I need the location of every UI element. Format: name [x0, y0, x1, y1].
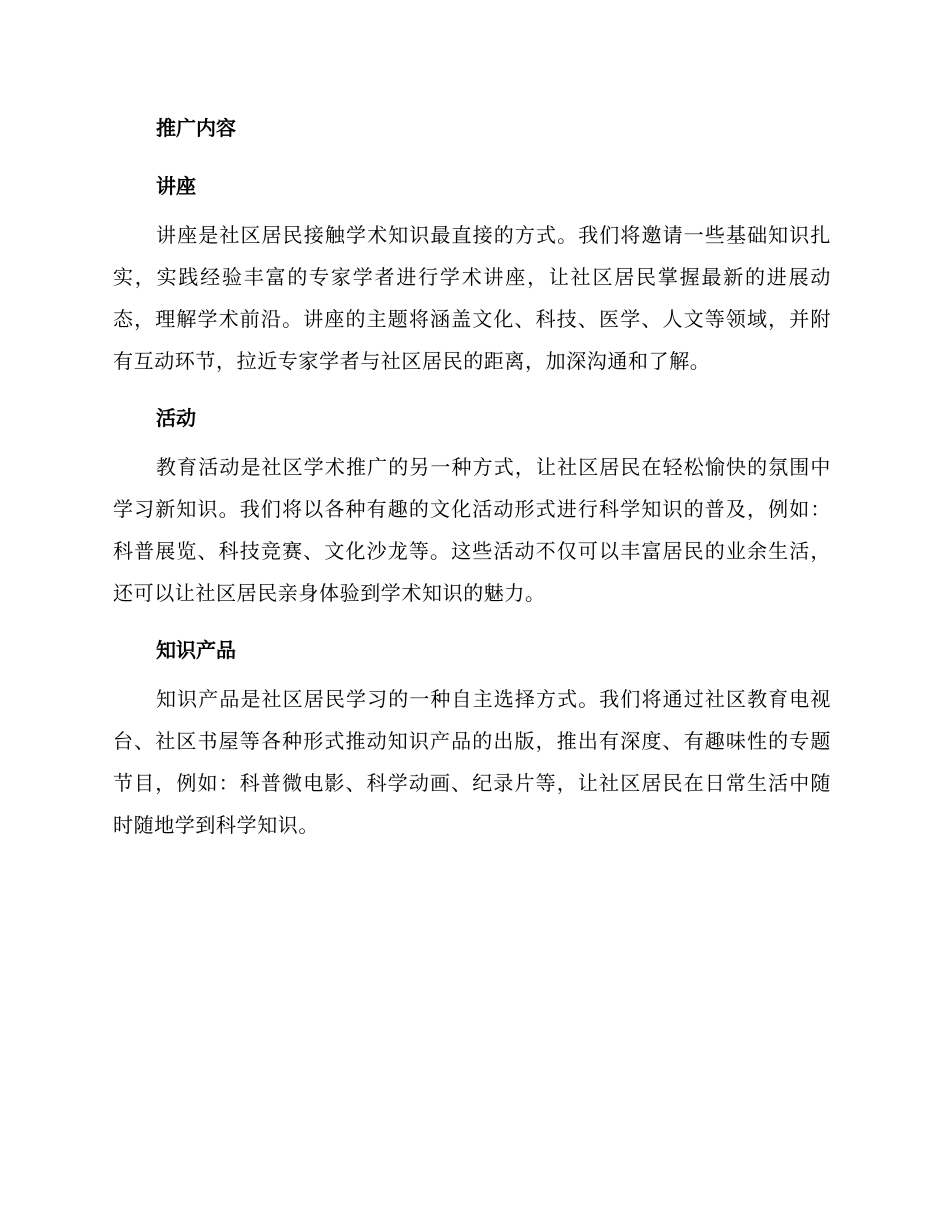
heading-knowledge-products: 知识产品 [156, 638, 236, 662]
section-title: 推广内容 [156, 116, 236, 140]
heading-activities: 活动 [156, 406, 196, 430]
paragraph-lectures: 讲座是社区居民接触学术知识最直接的方式。我们将邀请一些基础知识扎实，实践经验丰富的专家学者进行学术讲座，让社区居民掌握最新的进展动态，理解学术前沿。讲座的主题将涵盖文化、科技、医学、人文等领域，并附有互动环节，拉近专家学者与社区居民的距离，加深沟通和了解。 [113, 223, 831, 373]
document-content [113, 108, 831, 846]
heading-lectures: 讲座 [156, 174, 196, 198]
paragraph-knowledge-products: 知识产品是社区居民学习的一种自主选择方式。我们将通过社区教育电视台、社区书屋等各种形式推动知识产品的出版，推出有深度、有趣味性的专题节目，例如：科普微电影、科学动画、纪录片等，让社区居民在日常生活中随时随地学到科学知识。 [113, 687, 831, 837]
paragraph-activities: 教育活动是社区学术推广的另一种方式，让社区居民在轻松愉快的氛围中学习新知识。我们将以各种有趣的文化活动形式进行科学知识的普及，例如：科普展览、科技竞赛、文化沙龙等。这些活动不仅可以丰富居民的业余生活，还可以让社区居民亲身体验到学术知识的魅力。 [113, 455, 831, 605]
